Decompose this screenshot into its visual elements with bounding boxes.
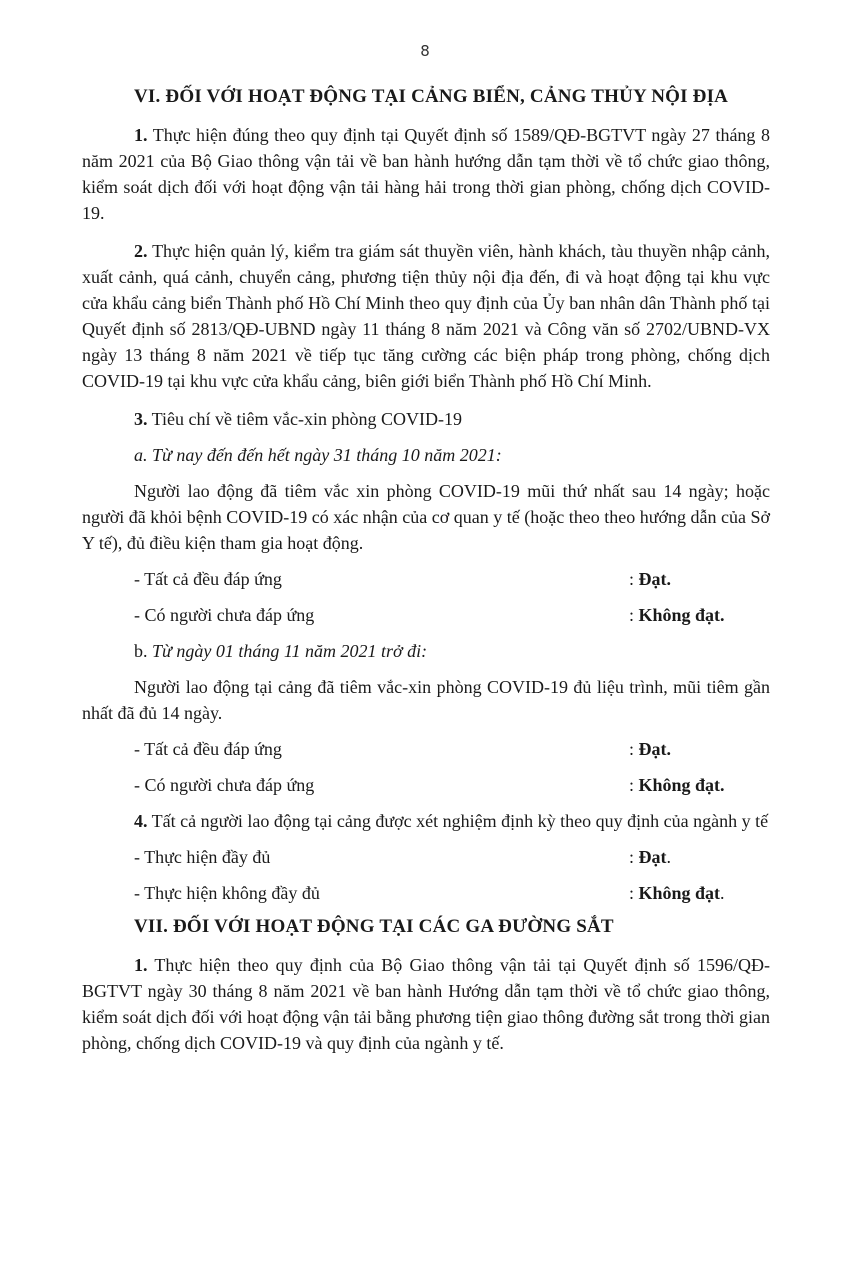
- sub-a-text: Người lao động đã tiêm vắc xin phòng COVID-19 mũi thứ nhất sau 14 ngày; hoặc người đã khỏi bệnh COVID-19 có xác nhận của cơ quan y tế (hoặc theo theo hướng dẫn của Sở Y tế), đủ điều kiện tham gia hoạt động.: [82, 481, 770, 553]
- criterion-row: [82, 772, 770, 798]
- paragraph-text: Tất cả người lao động tại cảng được xét nghiệm định kỳ theo quy định của ngành y tế: [147, 811, 769, 831]
- document-body: [82, 84, 770, 1056]
- paragraph-text: Thực hiện quản lý, kiểm tra giám sát thuyền viên, hành khách, tàu thuyền nhập cảnh, xuất cảnh, quá cảnh, chuyển cảng, phương tiện thủy nội địa đến, đi và hoạt động tại khu vực cửa khẩu cảng biển Thành phố Hồ Chí Minh theo quy định của Ủy ban nhân dân Thành phố tại Quyết định số 2813/QĐ-UBND ngày 11 tháng 8 năm 2021 và Công văn số 2702/UBND-VX ngày 13 tháng 8 năm 2021 về tiếp tục tăng cường các biện pháp trong phòng, chống dịch COVID-19 tại khu vực cửa khẩu cảng, biên giới biển Thành phố Hồ Chí Minh.: [82, 241, 770, 391]
- item-number: 1.: [134, 955, 148, 975]
- criterion-row: [82, 844, 770, 870]
- criterion-label: - Có người chưa đáp ứng: [134, 775, 315, 795]
- paragraph-text: Thực hiện đúng theo quy định tại Quyết định số 1589/QĐ-BGTVT ngày 27 tháng 8 năm 2021 của Bộ Giao thông vận tải về ban hành hướng dẫn tạm thời về tổ chức giao thông, kiểm soát dịch đối với hoạt động vận tải hàng hải trong thời gian phòng, chống dịch COVID-19.: [82, 125, 770, 223]
- section-vi-paragraph-1: [82, 122, 770, 226]
- section-vi-paragraph-3: [82, 406, 770, 432]
- sub-b-text: Người lao động tại cảng đã tiêm vắc-xin phòng COVID-19 đủ liệu trình, mũi tiêm gần nhất đã đủ 14 ngày.: [82, 677, 770, 723]
- criterion-label: - Có người chưa đáp ứng: [134, 605, 315, 625]
- criterion-row: [82, 736, 770, 762]
- criterion-result: : Đạt.: [629, 569, 672, 589]
- item-number: 1.: [134, 125, 148, 145]
- criterion-result: : Không đạt.: [629, 775, 725, 795]
- criterion-label: - Thực hiện không đầy đủ: [134, 883, 320, 903]
- criterion-result: : Đạt.: [629, 847, 672, 867]
- item-number: 3.: [134, 409, 148, 429]
- criterion-row: [82, 602, 770, 628]
- sub-heading-b: b. Từ ngày 01 tháng 11 năm 2021 trở đi:: [134, 641, 428, 661]
- criterion-label: - Thực hiện đầy đủ: [134, 847, 271, 867]
- criterion-row: [82, 880, 770, 906]
- paragraph-text: Thực hiện theo quy định của Bộ Giao thông vận tải tại Quyết định số 1596/QĐ-BGTVT ngày 30 tháng 8 năm 2021 về ban hành Hướng dẫn tạm thời về tổ chức giao thông, kiểm soát dịch đối với hoạt động vận tải bằng phương tiện giao thông đường sắt trong thời gian phòng, chống dịch COVID-19 và quy định của ngành y tế.: [82, 955, 770, 1053]
- sub-heading-a: a. Từ nay đến đến hết ngày 31 tháng 10 năm 2021:: [134, 445, 502, 465]
- section-vi-paragraph-2: [82, 238, 770, 394]
- section-vi-title: VI. ĐỐI VỚI HOẠT ĐỘNG TẠI CẢNG BIỂN, CẢNG THỦY NỘI ĐỊA: [134, 86, 729, 107]
- paragraph-text: Tiêu chí về tiêm vắc-xin phòng COVID-19: [147, 409, 462, 429]
- section-vii-paragraph-1: [82, 952, 770, 1056]
- page-number: 8: [420, 42, 430, 60]
- criterion-row: [82, 566, 770, 592]
- criterion-result: : Đạt.: [629, 739, 672, 759]
- section-vii-title: VII. ĐỐI VỚI HOẠT ĐỘNG TẠI CÁC GA ĐƯỜNG SẮT: [134, 916, 614, 937]
- item-number: 2.: [134, 241, 148, 261]
- criterion-result: : Không đạt.: [629, 605, 725, 625]
- criterion-label: - Tất cả đều đáp ứng: [134, 739, 282, 759]
- criterion-result: : Không đạt.: [629, 883, 725, 903]
- section-vi-paragraph-4: [82, 808, 770, 834]
- criterion-label: - Tất cả đều đáp ứng: [134, 569, 282, 589]
- item-number: 4.: [134, 811, 148, 831]
